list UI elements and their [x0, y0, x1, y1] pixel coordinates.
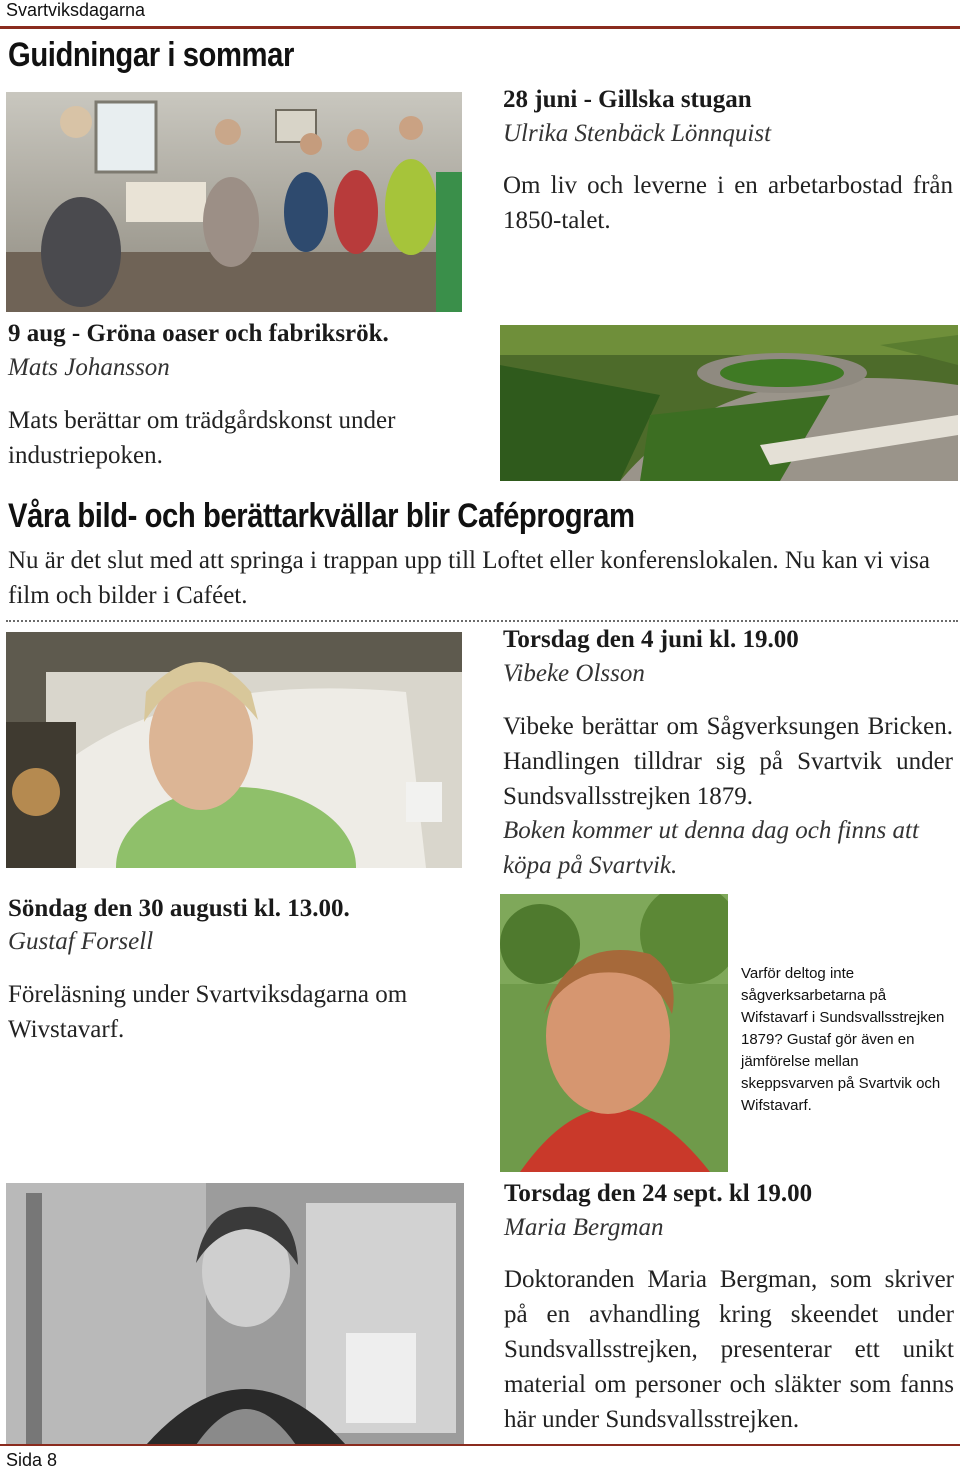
- photo-gillska-stugan: [6, 92, 462, 312]
- event-maria-speaker: Maria Bergman: [504, 1214, 664, 1241]
- event-grona-oaser-speaker: Mats Johansson: [8, 354, 170, 381]
- event-maria-description: Doktoranden Maria Bergman, som skriver på en avhandling kring skeendet under Sundsvallsstrejken, presenterar ett unikt material om personer och släkter som fanns här under Sundsvallsstrejken.: [504, 1266, 954, 1433]
- event-vibeke-description: Vibeke berättar om Sågverksungen Bricken. Handlingen tilldrar sig på Svartvik under Sundsvallsstrejken 1879.: [503, 713, 953, 810]
- cafe-intro: Nu är det slut med att springa i trappan upp till Loftet eller konferenslokalen. Nu kan vi visa film och bilder i Caféet.: [8, 547, 930, 609]
- event-gustaf-side-note: Varför deltog inte sågverksarbetarna på Wifstavarf i Sundsvallsstrejken 1879? Gustaf gör även en jämförelse mellan skeppsvarven på Svartvik och Wifstavarf.: [741, 965, 945, 1114]
- photo-maria-bergman: [6, 1183, 464, 1445]
- guidningar-heading: Guidningar i sommar: [8, 36, 294, 74]
- running-header: Svartviksdagarna: [6, 0, 146, 20]
- event-gustaf-title: Söndag den 30 augusti kl. 13.00.: [8, 895, 350, 922]
- event-gillska-description: Om liv och leverne i en arbetarbostad från 1850-talet.: [503, 172, 953, 234]
- event-gustaf-speaker: Gustaf Forsell: [8, 928, 154, 955]
- photo-gustaf-forsell: [500, 894, 728, 1172]
- event-maria-title: Torsdag den 24 sept. kl 19.00: [504, 1180, 813, 1207]
- event-grona-oaser-title: 9 aug - Gröna oaser och fabriksrök.: [8, 320, 389, 347]
- event-gillska-title: 28 juni - Gillska stugan: [503, 86, 752, 113]
- event-gustaf-description: Föreläsning under Svartviksdagarna om Wivstavarf.: [8, 981, 408, 1043]
- footer-rule: [0, 1444, 960, 1446]
- photo-garden: [500, 325, 958, 481]
- event-grona-oaser-description: Mats berättar om trädgårdskonst under industriepoken.: [8, 407, 396, 469]
- cafe-heading: Våra bild- och berättarkvällar blir Caféprogram: [8, 497, 635, 535]
- event-vibeke-title: Torsdag den 4 juni kl. 19.00: [503, 626, 799, 653]
- photo-vibeke-olsson: [6, 632, 462, 868]
- section-divider: [6, 620, 958, 622]
- event-gillska-speaker: Ulrika Stenbäck Lönnquist: [503, 120, 772, 147]
- event-vibeke-note: Boken kommer ut denna dag och finns att köpa på Svartvik.: [503, 817, 919, 879]
- event-vibeke-speaker: Vibeke Olsson: [503, 660, 645, 687]
- page-number: Sida 8: [6, 1450, 58, 1470]
- header-rule: [0, 26, 960, 29]
